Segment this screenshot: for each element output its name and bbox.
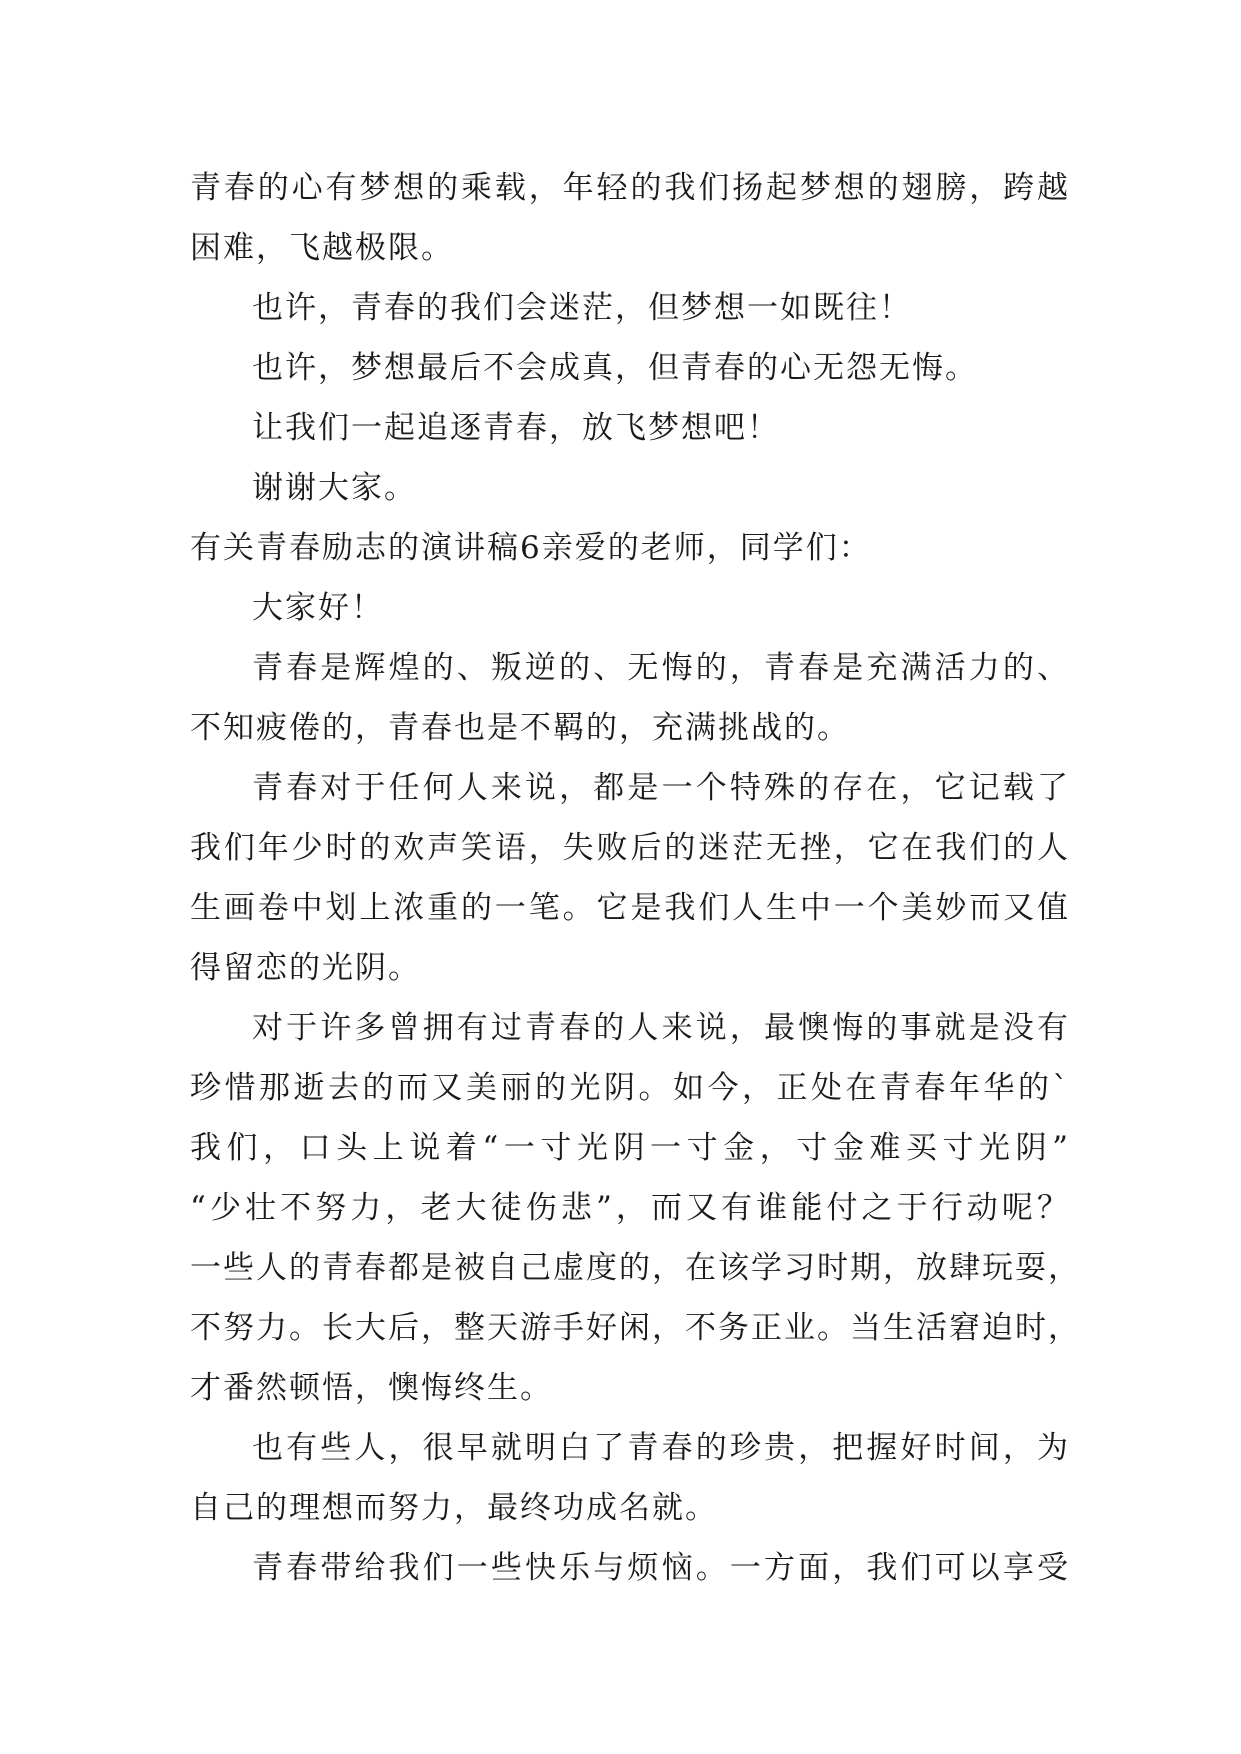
text-line: 大家好！ [252,590,384,626]
text-line: 自己的理想而努力，最终功成名就。 [190,1490,718,1526]
text-line: 让我们一起追逐青春，放飞梦想吧！ [252,410,780,446]
text-line: 我们年少时的欢声笑语，失败后的迷茫无挫，它在我们的人 [190,830,1070,866]
text-line: 青春是辉煌的、叛逆的、无悔的，青春是充满活力的、 [252,650,1070,686]
text-line: 不知疲倦的，青春也是不羁的，充满挑战的。 [190,710,850,746]
text-line: 才番然顿悟，懊悔终生。 [190,1370,553,1406]
text-line: 对于许多曾拥有过青春的人来说，最懊悔的事就是没有 [252,1010,1070,1046]
document-body [190,158,1081,1598]
text-line: 珍惜那逝去的而又美丽的光阴。如今，正处在青春年华的` [190,1070,1070,1106]
section-heading-line: 有关青春励志的演讲稿6亲爱的老师，同学们： [190,530,872,566]
text-line: 谢谢大家。 [252,470,417,506]
text-line: 得留恋的光阴。 [190,950,421,986]
text-line: 生画卷中划上浓重的一笔。它是我们人生中一个美妙而又值 [190,890,1070,926]
text-line: 青春带给我们一些快乐与烦恼。一方面，我们可以享受 [252,1550,1070,1586]
text-line: 青春对于任何人来说，都是一个特殊的存在，它记载了 [252,770,1070,806]
text-line: “少壮不努力，老大徒伤悲”，而又有谁能付之于行动呢？ [190,1190,1070,1226]
text-line: 也许，青春的我们会迷茫，但梦想一如既往！ [252,290,912,326]
text-line: 也有些人，很早就明白了青春的珍贵，把握好时间，为 [252,1430,1070,1466]
text-line: 不努力。长大后，整天游手好闲，不务正业。当生活窘迫时， [190,1310,1081,1346]
text-line: 青春的心有梦想的乘载，年轻的我们扬起梦想的翅膀，跨越 [190,170,1070,206]
text-line: 困难，飞越极限。 [190,230,454,266]
text-line: 一些人的青春都是被自己虚度的，在该学习时期，放肆玩耍， [190,1250,1081,1286]
text-line: 我们，口头上说着“一寸光阴一寸金，寸金难买寸光阴” [190,1130,1070,1166]
text-line: 也许，梦想最后不会成真，但青春的心无怨无悔。 [252,350,978,386]
